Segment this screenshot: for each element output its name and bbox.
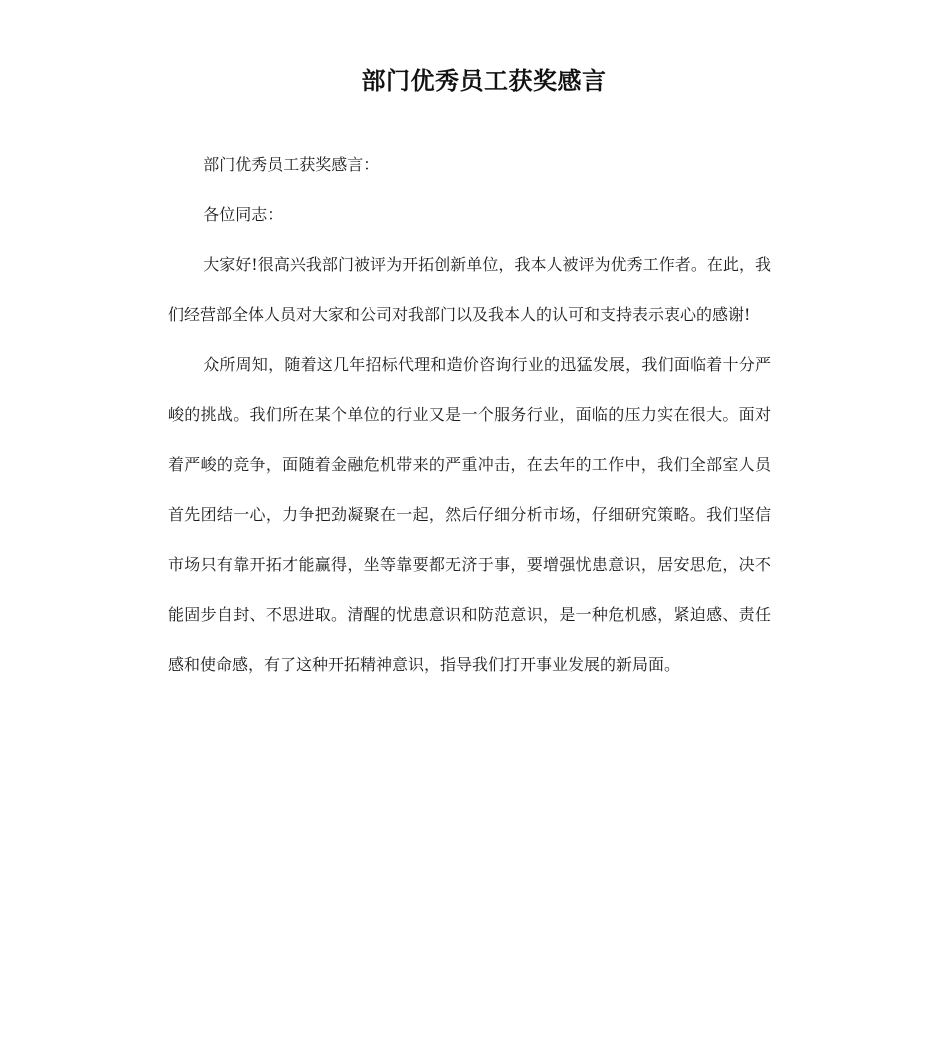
page-title: 部门优秀员工获奖感言 bbox=[361, 67, 607, 95]
document-body bbox=[168, 140, 771, 690]
paragraph-main: 众所周知，随着这几年招标代理和造价咨询行业的迅猛发展，我们面临着十分严峻的挑战。我们所在某个单位的行业又是一个服务行业，面临的压力实在很大。面对着严峻的竞争，面随着金融危机带来的严重冲击，在去年的工作中，我们全部室人员首先团结一心，力争把劲凝聚在一起，然后仔细分析市场，仔细研究策略。我们坚信市场只有靠开拓才能赢得，坐等靠要都无济于事，要增强忧患意识，居安思危，决不能固步自封、不思进取。清醒的忧患意识和防范意识，是一种危机感，紧迫感、责任感和使命感，有了这种开拓精神意识，指导我们打开事业发展的新局面。 bbox=[168, 355, 771, 674]
paragraph-heading-line: 部门优秀员工获奖感言： bbox=[203, 155, 380, 174]
paragraph-thanks: 大家好!很高兴我部门被评为开拓创新单位，我本人被评为优秀工作者。在此，我们经营部全体人员对大家和公司对我部门以及我本人的认可和支持表示衷心的感谢! bbox=[168, 255, 771, 324]
paragraph-salutation: 各位同志： bbox=[203, 205, 284, 224]
